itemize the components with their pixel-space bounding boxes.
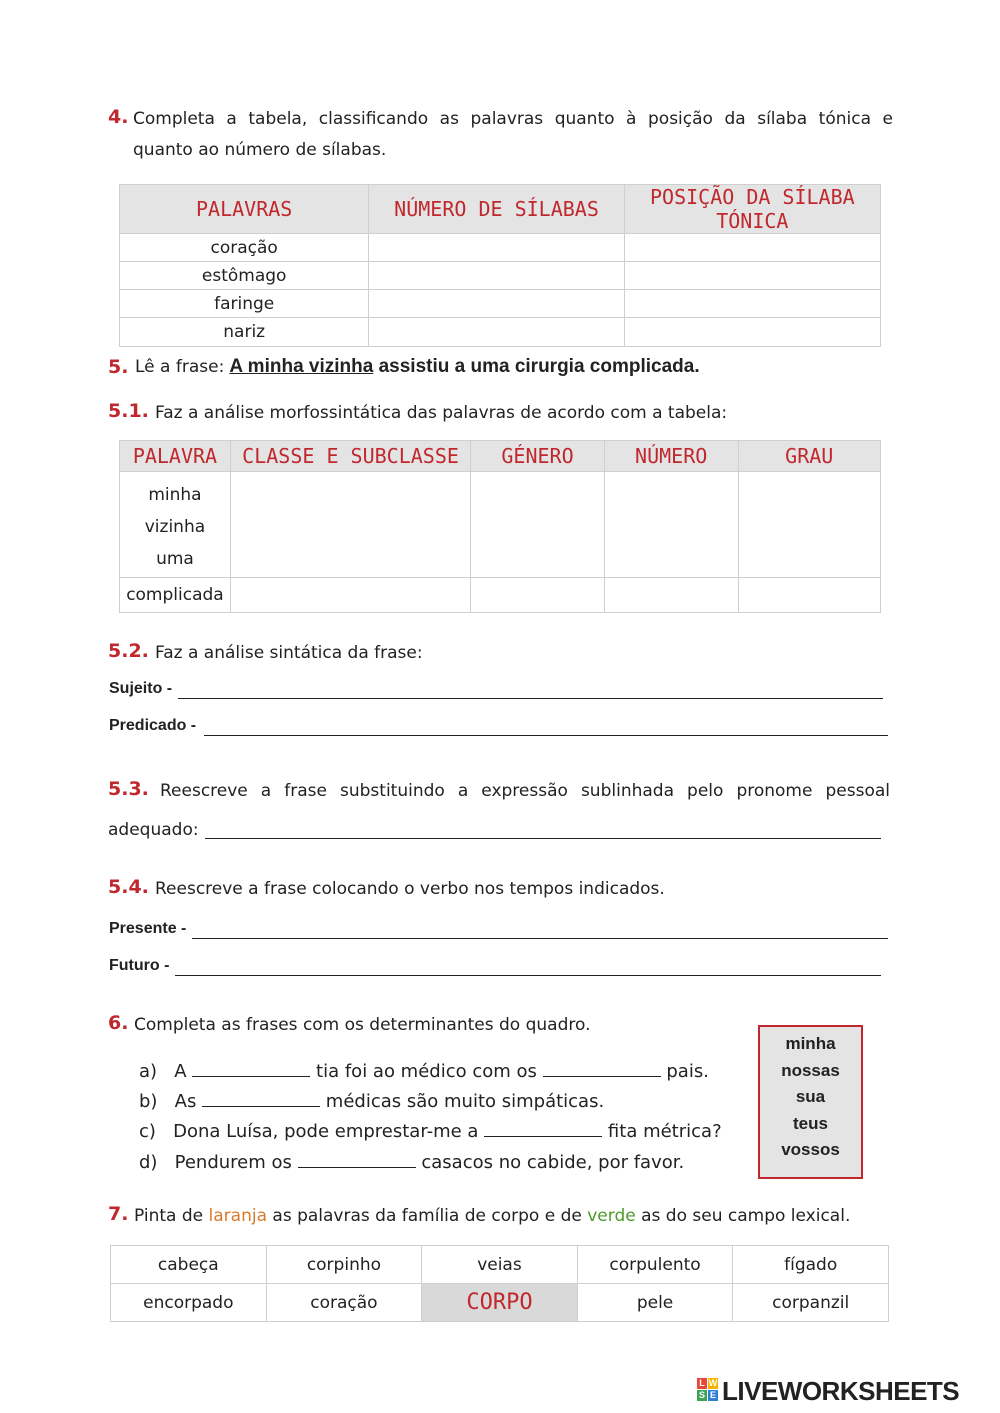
box-word: minha — [785, 1034, 836, 1053]
q7-green-word: verde — [587, 1206, 636, 1226]
word-cell[interactable]: corpanzil — [733, 1284, 889, 1322]
q4-header-palavras: PALAVRAS — [120, 185, 369, 234]
q4-text-line2: quanto ao número de sílabas. — [133, 140, 387, 160]
q6-item-b — [139, 1090, 604, 1112]
q6-item-d — [139, 1151, 684, 1173]
item-letter: a) — [139, 1061, 158, 1082]
item-text: tia foi ao médico com os — [316, 1061, 537, 1082]
q51-text: Faz a análise morfossintática das palavras de acordo com a tabela: — [155, 403, 728, 423]
q52-text: Faz a análise sintática da frase: — [155, 643, 423, 663]
q53-text: Reescreve a frase substituindo a expressão sublinhada pelo pronome pessoal — [160, 781, 890, 801]
q4-answer-cell[interactable] — [624, 234, 880, 262]
item-text: Pendurem os — [174, 1152, 292, 1173]
item-text: As — [174, 1091, 197, 1112]
liveworksheets-logo-icon — [697, 1378, 719, 1402]
q4-answer-cell[interactable] — [624, 290, 880, 318]
word-cell[interactable]: corpinho — [266, 1246, 422, 1284]
q51-header-palavra: PALAVRA — [120, 441, 231, 472]
q7-number: 7. — [108, 1203, 129, 1225]
item-text: pais. — [666, 1061, 709, 1082]
q51-header-classe: CLASSE E SUBCLASSE — [230, 441, 470, 472]
sujeito-answer-line[interactable] — [178, 682, 883, 699]
q5-underlined-phrase: A minha vizinha — [229, 356, 374, 377]
q53-number: 5.3. — [108, 778, 149, 800]
q4-header-posicao-silaba: POSIÇÃO DA SÍLABA TÓNICA — [624, 185, 880, 234]
q4-word: nariz — [120, 318, 369, 347]
q53-adequado: adequado: — [108, 820, 199, 840]
q4-text-line1: Completa a tabela, classificando as palavras quanto à posição da sílaba tónica e — [133, 109, 893, 129]
word-cell[interactable]: fígado — [733, 1246, 889, 1284]
q51-answer-cell[interactable] — [471, 472, 605, 578]
q7-text-part: as do seu campo lexical. — [635, 1206, 851, 1226]
q4-answer-cell[interactable] — [624, 318, 880, 347]
item-text: médicas são muito simpáticas. — [325, 1091, 605, 1112]
q51-header-grau: GRAU — [738, 441, 881, 472]
item-text: casacos no cabide, por favor. — [421, 1152, 685, 1173]
word-cell[interactable]: veias — [422, 1246, 578, 1284]
q5-sentence — [135, 356, 700, 378]
q51-answer-cell[interactable] — [230, 472, 470, 578]
futuro-label: Futuro - — [109, 957, 170, 974]
q51-table — [119, 440, 881, 613]
q51-word: uma — [156, 548, 194, 569]
q4-answer-cell[interactable] — [624, 262, 880, 290]
q51-answer-cell[interactable] — [604, 472, 738, 578]
q51-header-numero: NÚMERO — [604, 441, 738, 472]
q52-number: 5.2. — [108, 640, 149, 662]
logo-letter: W — [708, 1378, 718, 1388]
box-word: vossos — [781, 1140, 840, 1159]
q5-intro: Lê a frase: — [135, 357, 225, 377]
q4-table — [119, 184, 881, 347]
q51-word: vizinha — [144, 516, 206, 537]
q6-item-c — [139, 1120, 722, 1142]
item-text: Dona Luísa, pode emprestar-me a — [173, 1121, 479, 1142]
q4-word: faringe — [120, 290, 369, 318]
item-letter: c) — [139, 1121, 156, 1142]
q4-answer-cell[interactable] — [369, 318, 624, 347]
determinants-box — [758, 1025, 863, 1179]
item-text: A — [174, 1061, 187, 1082]
box-word: sua — [795, 1087, 826, 1106]
box-word: teus — [793, 1113, 828, 1133]
item-letter: b) — [139, 1091, 158, 1112]
q51-answer-cell[interactable] — [738, 578, 881, 613]
q51-header-genero: GÉNERO — [471, 441, 605, 472]
word-cell[interactable]: pele — [577, 1284, 733, 1322]
q54-text: Reescreve a frase colocando o verbo nos tempos indicados. — [155, 879, 665, 899]
q4-answer-cell[interactable] — [369, 290, 624, 318]
q51-answer-cell[interactable] — [471, 578, 605, 613]
q4-answer-cell[interactable] — [369, 262, 624, 290]
q6-item-a — [139, 1060, 709, 1082]
logo-letter: E — [709, 1390, 716, 1400]
item-letter: d) — [139, 1152, 158, 1173]
q7-text-part: as palavras da família de corpo e de — [267, 1206, 588, 1226]
q51-word: complicada — [120, 578, 231, 613]
q51-answer-cell[interactable] — [230, 578, 470, 613]
q51-answer-cell[interactable] — [738, 472, 881, 578]
q6-number: 6. — [108, 1012, 129, 1034]
q7-orange-word: laranja — [208, 1206, 267, 1226]
presente-label: Presente - — [109, 920, 187, 937]
q6a-blank-2[interactable] — [543, 1060, 661, 1077]
word-cell[interactable]: cabeça — [111, 1246, 267, 1284]
q7-text-part: Pinta de — [134, 1206, 209, 1226]
q54-number: 5.4. — [108, 876, 149, 898]
q5-rest: assistiu a uma cirurgia complicada. — [373, 356, 700, 377]
q51-answer-cell[interactable] — [604, 578, 738, 613]
logo-letter: S — [698, 1390, 705, 1400]
q7-word-grid — [110, 1245, 889, 1322]
q4-word: estômago — [120, 262, 369, 290]
q4-number: 4. — [108, 106, 129, 128]
q6c-blank[interactable] — [484, 1120, 602, 1137]
predicado-answer-line[interactable] — [204, 719, 888, 736]
logo-letter: L — [697, 1378, 707, 1389]
q4-word: coração — [120, 234, 369, 262]
sujeito-label: Sujeito - — [109, 680, 173, 697]
q7-text — [134, 1206, 850, 1226]
q4-header-numero-silabas: NÚMERO DE SÍLABAS — [369, 185, 624, 234]
q51-words-group — [120, 472, 231, 578]
predicado-label: Predicado - — [109, 717, 197, 734]
item-text: fita métrica? — [607, 1121, 722, 1142]
word-cell[interactable]: coração — [266, 1284, 422, 1322]
futuro-answer-line[interactable] — [175, 959, 881, 976]
q6-text: Completa as frases com os determinantes do quadro. — [134, 1015, 591, 1035]
q5-number: 5. — [108, 356, 129, 378]
q4-answer-cell[interactable] — [369, 234, 624, 262]
liveworksheets-logo-text: LIVEWORKSHEETS — [722, 1376, 960, 1406]
q51-number: 5.1. — [108, 400, 149, 422]
q6a-blank-1[interactable] — [192, 1060, 310, 1077]
corpo-center-cell: CORPO — [422, 1284, 578, 1322]
q51-word: minha — [148, 484, 202, 505]
box-word: nossas — [781, 1060, 840, 1080]
q53-answer-line[interactable] — [205, 822, 881, 839]
word-cell[interactable]: encorpado — [111, 1284, 267, 1322]
q6b-blank[interactable] — [202, 1090, 320, 1107]
presente-answer-line[interactable] — [192, 922, 888, 939]
q6d-blank[interactable] — [298, 1151, 416, 1168]
word-cell[interactable]: corpulento — [577, 1246, 733, 1284]
